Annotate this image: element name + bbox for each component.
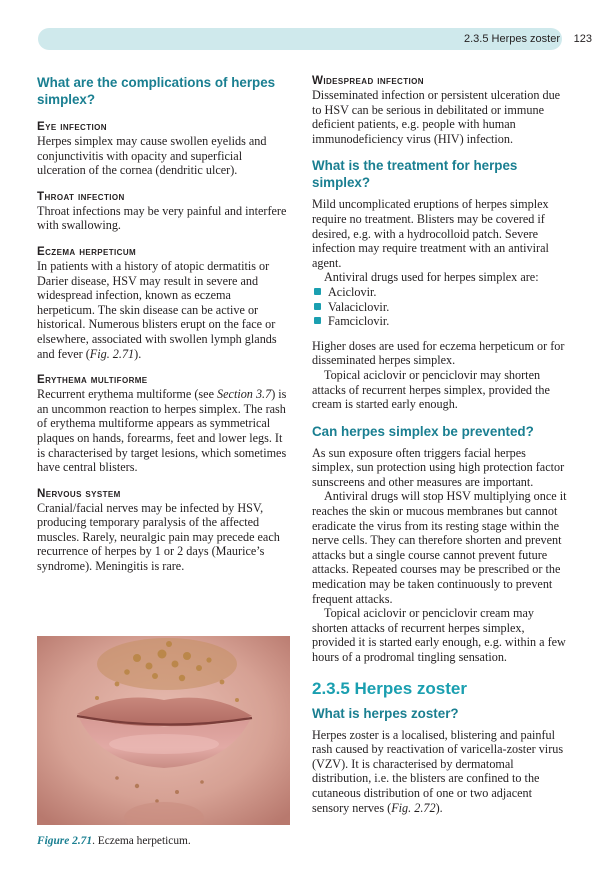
treatment-text-4: Topical aciclovir or penciclovir may shorten attacks of recurrent herpes simplex, provided the cream is started early enough.: [312, 367, 550, 412]
page-number: 123: [573, 33, 592, 45]
erythema-multiforme-text: Recurrent erythema multiforme (see Section 3.7) is an uncommon reaction to herpes simplex. The rash of erythema multiforme appears as symmetrical plaques on hands, forearms, feet and lower legs. It is characterised by target lesions, which sometimes have central blisters.: [37, 387, 287, 475]
throat-infection-heading: Throat infection: [37, 189, 125, 203]
treatment-text-1: Mild uncomplicated eruptions of herpes simplex require no treatment. Blisters may be covered if desired, e.g. with a hydrocolloid patch. Severe infection may require treatment with an antiviral agent.: [312, 197, 549, 270]
list-item: Valaciclovir.: [312, 300, 568, 315]
eye-infection-text: Herpes simplex may cause swollen eyelids and conjunctivitis with opacity and superficial ulceration of the cornea (dendritic ulcer).: [37, 134, 267, 178]
eye-infection-heading: Eye infection: [37, 120, 107, 133]
section-reference[interactable]: Section 3.7: [217, 387, 272, 402]
nervous-system-heading: Nervous system: [37, 486, 121, 500]
eczema-herpeticum-text: In patients with a history of atopic dermatitis or Darier disease, HSV may result in severe and widespread infection, known as eczema herpeticum. The skin disease can be active or historical. Numerous blisters erupt on the face or elsewhere, associated with swollen lymph glands and fever (Fig. 2.71).: [37, 258, 277, 361]
list-item: Famciclovir.: [312, 314, 568, 329]
treatment-text-2: Antiviral drugs used for herpes simplex are:: [324, 270, 539, 285]
eczema-herpeticum-heading: Eczema herpeticum: [37, 244, 137, 258]
prevention-text-2: Antiviral drugs will stop HSV multiplying once it reaches the skin or mucous membranes but cannot eradicate the virus from its resting stage within the nerve cells. They can therefore shorten and prevent attacks but a single course cannot prevent future attacks. Repeated courses may be prescribed or the medication may be taken continuously to prevent frequent attacks.: [312, 489, 567, 606]
bullet-square-icon: [314, 288, 321, 295]
eczema-herpeticum-photo: [37, 636, 290, 825]
figure-reference[interactable]: Fig. 2.72: [391, 800, 436, 815]
bullet-square-icon: [314, 303, 321, 310]
figure-reference[interactable]: Fig. 2.71: [89, 346, 135, 361]
bullet-square-icon: [314, 317, 321, 324]
figure-caption: Figure 2.71. Eczema herpeticum.: [37, 835, 191, 847]
widespread-infection-heading: Widespread infection: [312, 74, 424, 87]
list-item: Aciclovir.: [312, 285, 568, 300]
complications-question: What are the complications of herpes simplex?: [37, 75, 276, 107]
prevention-text-1: As sun exposure often triggers facial herpes simplex, sun protection using high protection factor sunscreens and other measures are important.: [312, 445, 565, 489]
zoster-question: What is herpes zoster?: [312, 705, 459, 721]
prevention-question: Can herpes simplex be prevented?: [312, 423, 534, 439]
erythema-multiforme-heading: Erythema multiforme: [37, 373, 148, 387]
running-header-section: 2.3.5 Herpes zoster: [464, 33, 560, 45]
right-column: [312, 74, 568, 815]
throat-infection-text: Throat infections may be very painful and interfere with swallowing.: [37, 203, 287, 233]
nervous-system-text: Cranial/facial nerves may be infected by HSV, producing temporary paralysis of the affected muscles. Rarely, neuralgic pain may precede each recurrence of herpes by 1 or 2 days (Maurice’s syndrome). Meningitis is rare.: [37, 500, 280, 574]
zoster-text: Herpes zoster is a localised, blistering and painful rash caused by reactivation of varicella-zoster virus (VZV). It is characterised by dermatomal distribution, i.e. the blisters are confined to the cutaneous distribution of one or two adjacent sensory nerves (Fig. 2.72).: [312, 727, 564, 815]
prevention-text-3: Topical aciclovir or penciclovir cream may shorten attacks of recurrent herpes simplex, provided it is started early enough, e.g. within a few hours of a prodromal tingling sensation.: [312, 606, 566, 664]
eczema-herpeticum-illustration: [37, 636, 290, 825]
section-title: 2.3.5 Herpes zoster: [312, 678, 467, 698]
treatment-question: What is the treatment for herpes simplex?: [312, 158, 518, 191]
left-column: [37, 74, 290, 574]
antiviral-drug-list: [312, 285, 568, 329]
widespread-infection-text: Disseminated infection or persistent ulceration due to HSV can be serious in debilitated or immune deficient patients, e.g. people with human immunodeficiency virus (HIV) infection.: [312, 88, 561, 146]
treatment-text-3: Higher doses are used for eczema herpeticum or for disseminated herpes simplex.: [312, 338, 565, 368]
figure-label: Figure 2.71: [37, 835, 93, 847]
